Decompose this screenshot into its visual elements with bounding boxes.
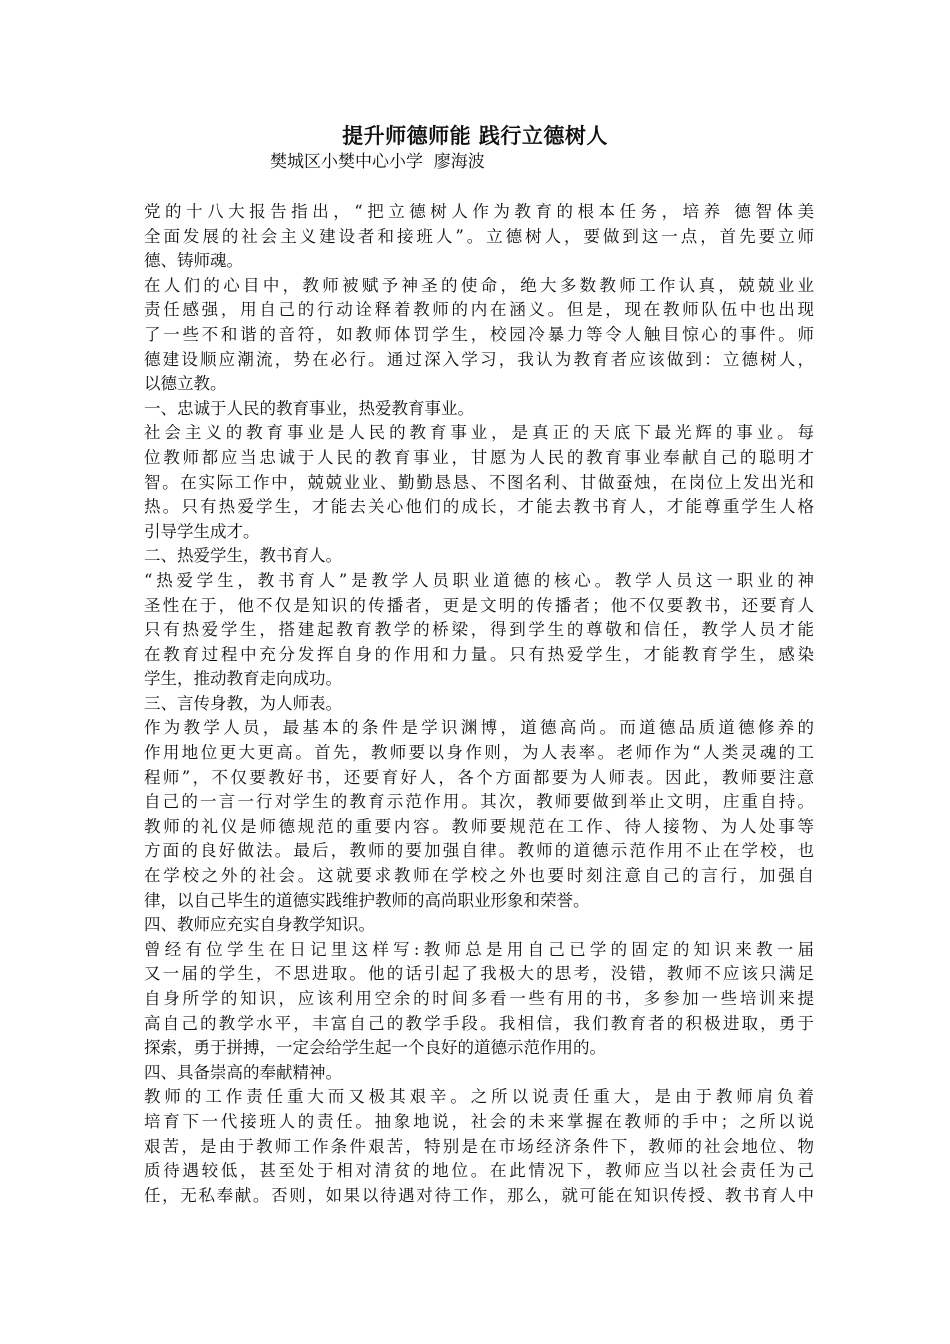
document-title: 提升师德师能 践行立德树人 [342,124,608,148]
paragraph-line: 作为教学人员，最基本的条件是学识渊博，道德高尚。而道德品质道德修养的 [144,718,814,738]
section-heading: 一、忠诚于人民的教育事业，热爱教育事业。 [144,398,474,418]
paragraph-line: 在教育过程中充分发挥自身的作用和力量。只有热爱学生，才能教育学生，感染 [144,644,814,664]
paragraph-line: 党的十八大报告指出，“把立德树人作为教育的根本任务，培养 德智体美 [144,202,814,221]
paragraph-line: 只有热爱学生，搭建起教育教学的桥梁，得到学生的尊敬和信任，教学人员才能 [144,620,814,640]
paragraph-line: 程师”，不仅要教好书，还要育好人，各个方面都要为人师表。因此，教师要注意 [144,767,814,787]
paragraph-line: 艰苦，是由于教师工作条件艰苦，特别是在市场经济条件下，教师的社会地位、物 [144,1136,814,1156]
paragraph-line: 高自己的教学水平，丰富自己的教学手段。我相信，我们教育者的积极进取，勇于 [144,1013,814,1033]
paragraph-line: 学生，推动教育走向成功。 [144,669,342,689]
paragraph-line: 探索，勇于拼搏，一定会给学生起一个良好的道德示范作用的。 [144,1038,606,1058]
paragraph-line: 质待遇较低，甚至处于相对清贫的地位。在此情况下，教师应当以社会责任为己 [144,1161,814,1181]
section-heading: 二、热爱学生，教书育人。 [144,546,342,566]
paragraph-line: 以德立教。 [144,374,227,394]
section-heading: 三、言传身教，为人师表。 [144,693,342,713]
paragraph-line: 了一些不和谐的音符，如教师体罚学生，校园冷暴力等令人触目惊心的事件。师 [144,324,814,344]
paragraph-line: 德、铸师魂。 [144,251,243,271]
paragraph-line: 方面的良好做法。最后，教师的要加强自律。教师的道德示范作用不止在学校，也 [144,841,814,861]
paragraph-line: 在人们的心目中，教师被赋予神圣的使命，绝大多数教师工作认真，兢兢业业 [144,275,814,295]
paragraph-line: 教师的礼仪是师德规范的重要内容。教师要规范在工作、待人接物、为人处事等 [144,816,814,836]
paragraph-line: 自身所学的知识，应该利用空余的时间多看一些有用的书，多参加一些培训来提 [144,989,814,1008]
paragraph-line: “热爱学生，教书育人”是教学人员职业道德的核心。教学人员这一职业的神 [144,570,814,590]
paragraph-line: 德建设顺应潮流，势在必行。通过深入学习，我认为教育者应该做到：立德树人， [144,349,814,369]
document-body [144,200,814,1208]
paragraph-line: 律，以自己毕生的道德实践维护教师的高尚职业形象和荣誉。 [144,890,590,910]
paragraph-line: 作用地位更大更高。首先，教师要以身作则，为人表率。老师作为“人类灵魂的工 [144,743,814,763]
paragraph-line: 位教师都应当忠诚于人民的教育事业，甘愿为人民的教育事业奉献自己的聪明才 [144,447,814,467]
paragraph-line: 教师的工作责任重大而又极其艰辛。之所以说责任重大，是由于教师肩负着 [144,1087,814,1107]
paragraph-line: 曾经有位学生在日记里这样写:教师总是用自己已学的固定的知识来教一届 [144,939,814,959]
paragraph-line: 全面发展的社会主义建设者和接班人”。立德树人，要做到这一点，首先要立师 [144,226,814,246]
paragraph-line: 责任感强，用自己的行动诠释着教师的内在涵义。但是，现在教师队伍中也出现 [144,300,814,320]
paragraph-line: 热。只有热爱学生，才能去关心他们的成长，才能去教书育人，才能尊重学生人格 [144,497,814,517]
paragraph-line: 圣性在于，他不仅是知识的传播者，更是文明的传播者；他不仅要教书，还要育人 [144,595,814,615]
paragraph-line: 引导学生成才。 [144,521,260,541]
paragraph-line: 自己的一言一行对学生的教育示范作用。其次，教师要做到举止文明，庄重自持。 [144,792,814,812]
section-heading: 四、具备崇高的奉献精神。 [144,1062,342,1082]
paragraph-line: 任，无私奉献。否则，如果以待遇对待工作，那么，就可能在知识传授、教书育人中 [144,1185,814,1205]
document-author: 樊城区小樊中心小学 廖海波 [270,152,485,172]
paragraph-line: 社会主义的教育事业是人民的教育事业，是真正的天底下最光辉的事业。每 [144,423,814,443]
paragraph-line: 在学校之外的社会。这就要求教师在学校之外也要时刻注意自己的言行，加强自 [144,866,814,886]
section-heading: 四、教师应充实自身教学知识。 [144,915,375,935]
paragraph-line: 智。在实际工作中，兢兢业业、勤勤恳恳、不图名利、甘做蚕烛，在岗位上发出光和 [144,472,814,492]
paragraph-line: 培育下一代接班人的责任。抽象地说，社会的未来掌握在教师的手中；之所以说 [144,1111,814,1131]
paragraph-line: 又一届的学生，不思进取。他的话引起了我极大的思考，没错，教师不应该只满足 [144,964,814,984]
